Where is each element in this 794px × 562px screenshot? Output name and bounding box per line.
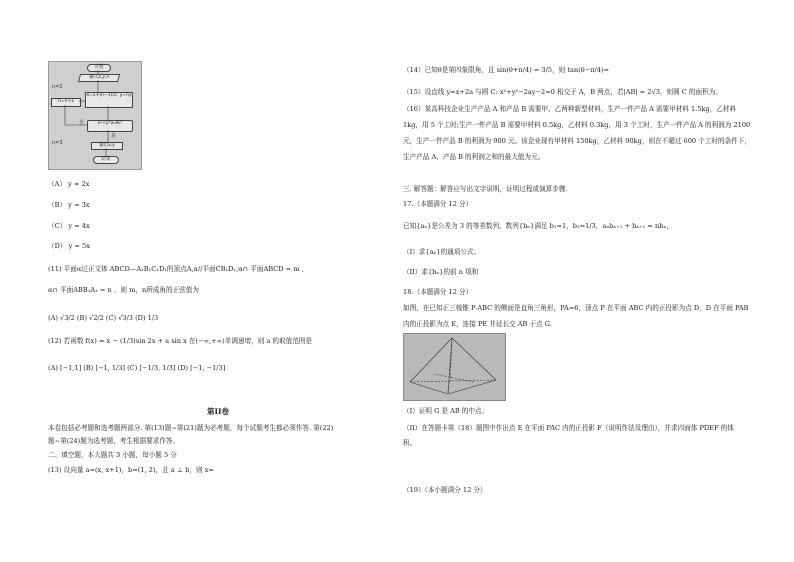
option-a: （A） y = 2x [48, 180, 90, 188]
question-17-part-1: （I）求{aₙ}的通项公式； [403, 248, 481, 256]
flowchart-input: 输入x,y,n [78, 74, 120, 82]
question-17-heading: 17.（本题满分 12 分） [403, 200, 473, 208]
part-2-heading: 第II卷 [206, 407, 230, 416]
question-18-line-2: 内的正投影为点 E，连接 PE 并延长交 AB 于点 G. [403, 320, 552, 328]
question-12: (12) 若函数 f(x) = x − (1/3)sin 2x + a sin x 在(−∞,+∞)单调递增，则 a 的取值范围是 [48, 337, 312, 345]
question-18-part-2-cont: 积。 [403, 439, 417, 447]
question-13: (13) 设向量 a=(x, x+1)，b=(1, 2)，且 a ⊥ b，则 x= [48, 466, 214, 474]
flowchart-start: 开始 [87, 64, 111, 72]
section-3-heading: 三. 解答题：解答应写出文字说明，证明过程或演算步骤. [403, 185, 568, 193]
question-11-options: (A) √3/2 (B) √2/2 (C) √3/3 (D) 1/3 [48, 314, 159, 322]
question-16-line-4: 生产产品 A、产品 B 的利润之和的最大值为元。 [403, 153, 545, 161]
question-14: （14）已知θ是第四象限角，且 sin(θ+π/4) = 3/5，则 tan(θ−π/4)= [403, 66, 610, 74]
question-16-line-2: 1kg，用 5 个工时;生产一件产品 B 需要甲材料 0.5kg，乙材料 0.3kg，用 3 个工时，生产一件产品 A 的利润为 2100 [403, 121, 751, 129]
question-16-line-3: 元，生产一件产品 B 的利润为 900 元。该企业现有甲材料 150kg，乙材料 90kg，则在不超过 600 个工时的条件下， [403, 137, 751, 145]
question-18-part-1: （I）证明 G 是 AB 的中点； [403, 407, 489, 415]
flowchart-yes-label: 是 [111, 133, 117, 139]
question-16-line-1: （16）某高科技企业生产产品 A 和产品 B 需要甲、乙两种新型材料，生产一件产品 A 需要甲材料 1.5kg，乙材料 [403, 105, 737, 113]
question-12-options: (A) [−1,1] (B) [−1, 1/3] (C) [−1/3, 1/3] (D) [−1, −1/3] [48, 364, 226, 372]
flowchart-note-2: n=3 [52, 140, 63, 146]
flowchart-condition: x²+y²≥36? [87, 120, 133, 132]
question-18-part-2: （II）在答题卡第（18）题图中作出点 E 在平面 PAC 内的正投影 F（说明作法及理由），并求四面体 PDEF 的体 [403, 424, 734, 432]
flowchart-arrows [49, 62, 141, 169]
option-d: （D） y = 5x [48, 242, 90, 250]
question-18-line-1: 如图，在已知正三棱锥 P-ABC 的侧面是直角三角形，PA=6，顶点 P 在平面 ABC 内的正投影为点 D，D 在平面 PAB [403, 304, 749, 312]
pyramid-drawing [404, 334, 505, 400]
flowchart-output: 输出x,y [91, 142, 123, 150]
option-b: （B） y = 3x [48, 201, 90, 209]
flowchart-note-1: n=2 [52, 84, 63, 90]
question-17-part-2: （II）求{bₙ}的前 n 项和 [403, 268, 479, 276]
flowchart-no-label: 否 [79, 120, 85, 126]
intro-line-1: 本卷包括必考题和选考题两部分. 第(13)题~第(21)题为必考题，每个试题考生都必须作答. 第(22) [48, 424, 334, 432]
question-18-heading: 18.（本题满分 12 分） [403, 288, 473, 296]
flowchart-end: 结束 [93, 156, 119, 164]
flowchart-assign: x=x+(n−1)/2, y=ny [85, 92, 133, 108]
flowchart-photo [48, 61, 142, 170]
question-17-text: 已知{aₙ}是公差为 3 的等差数列，数列{bₙ}满足 b₁=1，b₂=1/3，aₙbₙ₊₁ + bₙ₊₁ = nbₙ， [403, 222, 673, 230]
pyramid-diagram-photo [403, 333, 506, 401]
question-11-line-1: (11) 平面α过正文体 ABCD—A₁B₁C₁D₁的顶点A,α//平面CB₁D₁,α∩ 平面ABCD = m , [48, 265, 304, 273]
flowchart-init: n=n+1 [51, 98, 81, 107]
question-19-heading: （19）（本小题满分 12 分） [403, 486, 487, 494]
intro-line-2: 题~第(24)题为选考题，考生根据要求作答。 [48, 437, 180, 445]
question-15: （15）设直线 y=x+2a 与圆 C: x²+y²−2ay−2=0 相交于 A，B 两点，若|AB| = 2√3，则圆 C 的面积为。 [403, 88, 722, 96]
question-11-line-2: α∩ 平面ABB₁A₁ = n ，则 m，n所成角的正弦值为 [48, 286, 199, 294]
section-2-heading: 二、填空题，本大题共 3 小题，每小题 5 分 [48, 451, 177, 459]
option-c: （C） y = 4x [48, 222, 90, 230]
